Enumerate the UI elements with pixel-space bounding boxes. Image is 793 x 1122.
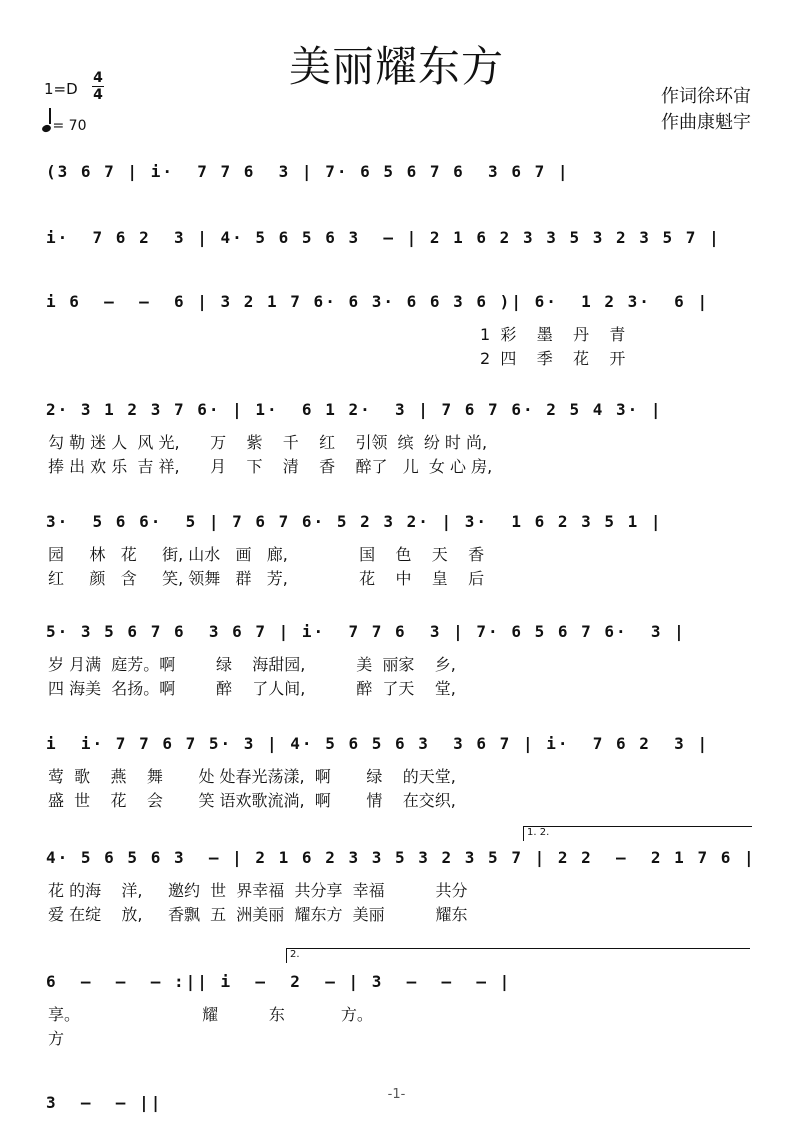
lyric-line: 捧 出 欢 乐 吉 祥, 月 下 清 香 醉了 儿 女 心 房, [48, 457, 493, 476]
tempo-value: = 70 [52, 118, 87, 134]
notation-line: (3 6 7 | i· 7 7 6 3 | 7· 6 5 6 7 6 3 6 7 | [46, 162, 570, 181]
notation-line: i· 7 6 2 3 | 4· 5 6 5 6 3 – | 2 1 6 2 3 3 5 3 2 3 5 7 | [46, 228, 721, 247]
lyric-line: 莺 歌 燕 舞 处 处春光荡漾, 啊 绿 的天堂, [48, 767, 456, 786]
page-title: 美丽耀东方 [288, 42, 504, 91]
notation-line: 3· 5 6 6· 5 | 7 6 7 6· 5 2 3 2· | 3· 1 6 2 3 5 1 | [46, 512, 663, 531]
time-top: 4 [93, 70, 103, 86]
lyric-line: 园 林 花 街, 山水 画 廊, 国 色 天 香 [48, 545, 485, 564]
composer: 作曲康魁宇 [661, 112, 751, 133]
page-number: -1- [387, 1087, 406, 1102]
notation-line: i i· 7 7 6 7 5· 3 | 4· 5 6 5 6 3 3 6 7 | i· 7 6 2 3 | [46, 734, 710, 753]
quarter-note-icon [41, 124, 52, 134]
lyric-line: 盛 世 花 会 笑 语欢歌流淌, 啊 情 在交织, [48, 791, 456, 810]
key-signature: 1=D [44, 80, 78, 98]
notation-line: 4· 5 6 5 6 3 – | 2 1 6 2 3 3 5 3 2 3 5 7 | 2 2 – 2 1 7 6 | [46, 848, 756, 867]
time-bottom: 4 [93, 87, 103, 103]
notation-line: 2· 3 1 2 3 7 6· | 1· 6 1 2· 3 | 7 6 7 6· 2 5 4 3· | [46, 400, 663, 419]
notation-line: 5· 3 5 6 7 6 3 6 7 | i· 7 7 6 3 | 7· 6 5 6 7 6· 3 | [46, 622, 686, 641]
time-signature [92, 70, 104, 103]
lyric-line: 2 四 季 花 开 [480, 349, 626, 368]
note-stem [49, 108, 51, 124]
lyric-line: 爱 在绽 放, 香飘 五 洲美丽 耀东方 美丽 耀东 [48, 905, 468, 924]
notation-line: 6 – – – :|| i – 2 – | 3 – – – | [46, 972, 512, 991]
lyric-line: 享。 耀 东 方。 [48, 1005, 373, 1024]
volta-first: 1. 2. [523, 826, 752, 841]
lyricist: 作词徐环宙 [661, 86, 751, 107]
notation-line: i 6 – – 6 | 3 2 1 7 6· 6 3· 6 6 3 6 )| 6· 1 2 3· 6 | [46, 292, 710, 311]
lyric-line: 岁 月满 庭芳。啊 绿 海甜园, 美 丽家 乡, [48, 655, 456, 674]
lyric-line: 勾 勒 迷 人 风 光, 万 紫 千 红 引领 缤 纷 时 尚, [48, 433, 488, 452]
lyric-line: 四 海美 名扬。啊 醉 了人间, 醉 了天 堂, [48, 679, 456, 698]
lyric-line: 花 的海 洋, 邀约 世 界幸福 共分享 幸福 共分 [48, 881, 468, 900]
tempo-marking [42, 114, 87, 134]
lyric-line: 红 颜 含 笑, 领舞 群 芳, 花 中 皇 后 [48, 569, 485, 588]
lyric-line: 1 彩 墨 丹 青 [480, 325, 626, 344]
volta-second: 2. [286, 948, 750, 963]
lyric-line: 方 [48, 1029, 65, 1048]
notation-line: 3 – – || [46, 1093, 163, 1112]
